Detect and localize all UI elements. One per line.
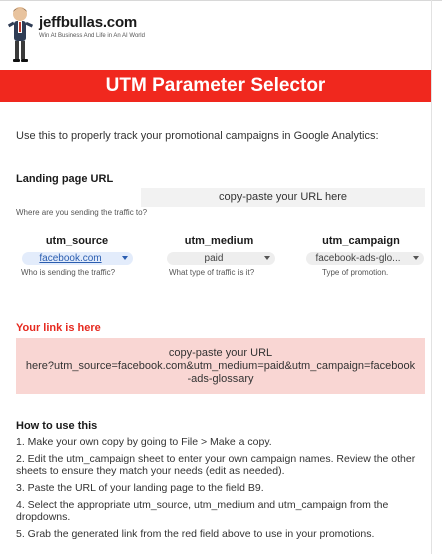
utm-medium-header: utm_medium (184, 235, 254, 247)
utm-medium-dropdown[interactable] (167, 252, 275, 265)
logo-tagline: Win At Business And Life in An AI World (39, 33, 145, 39)
link-line: -ads-glossary (187, 372, 254, 385)
howto-step: 4. Select the appropriate utm_source, utm_medium and utm_campaign from the dropdowns. (16, 499, 389, 523)
utm-campaign-dropdown[interactable] (306, 252, 424, 265)
howto-steps (16, 436, 426, 545)
top-divider (0, 0, 442, 1)
link-line: here?utm_source=facebook.com&utm_medium=paid&utm_campaign=facebook (25, 359, 416, 372)
landing-url-input[interactable]: copy-paste your URL here (141, 188, 425, 207)
utm-campaign-value: facebook-ads-glo... (315, 253, 401, 264)
utm-source-dropdown[interactable] (22, 252, 133, 265)
link-line: copy-paste your URL (168, 346, 273, 359)
utm-source-value: facebook.com (39, 253, 102, 264)
link-label: Your link is here (16, 322, 101, 334)
howto-step: 3. Paste the URL of your landing page to the field B9. (16, 482, 264, 494)
utm-source-hint: Who is sending the traffic? (21, 268, 116, 277)
chevron-down-icon (413, 256, 419, 260)
howto-step: 2. Edit the utm_campaign sheet to enter your own campaign names. Review the other sheets to ensure they match your needs (edit as needed). (16, 453, 416, 477)
utm-campaign-header: utm_campaign (322, 235, 400, 247)
landing-page-label: Landing page URL (16, 173, 114, 185)
landing-url-hint: Where are you sending the traffic to? (16, 208, 148, 217)
logo-name: jeffbullas.com (39, 14, 138, 31)
howto-step: 5. Grab the generated link from the red field above to use in your promotions. (16, 528, 375, 540)
utm-medium-hint: What type of traffic is it? (169, 268, 255, 277)
logo (4, 4, 164, 64)
intro-text: Use this to properly track your promotional campaigns in Google Analytics: (16, 130, 379, 142)
utm-campaign-hint: Type of promotion. (322, 268, 389, 277)
person-illustration-icon (4, 4, 36, 64)
howto-title: How to use this (16, 420, 98, 432)
chevron-down-icon (264, 256, 270, 260)
page-title-banner: UTM Parameter Selector (0, 70, 431, 102)
column-divider (431, 0, 432, 554)
chevron-down-icon (122, 256, 128, 260)
howto-step: 1. Make your own copy by going to File > Make a copy. (16, 436, 272, 448)
generated-link-field[interactable] (16, 338, 425, 394)
utm-medium-value: paid (204, 253, 224, 264)
utm-source-header: utm_source (45, 235, 109, 247)
